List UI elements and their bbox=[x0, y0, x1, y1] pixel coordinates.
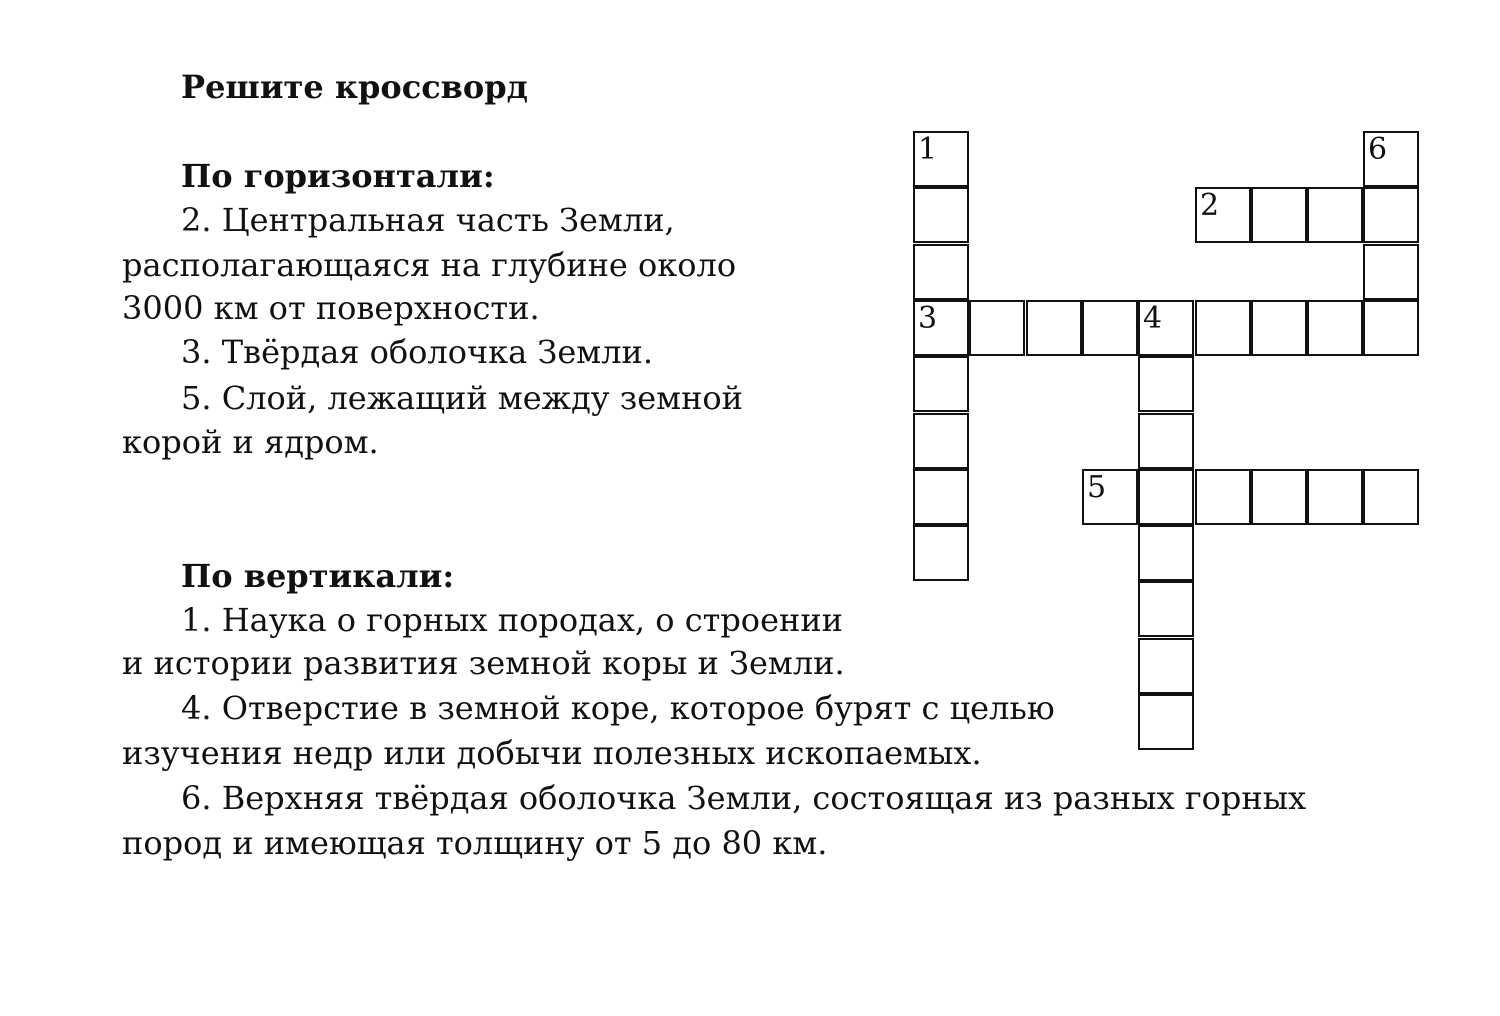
down-clue-line: 4. Отверстие в земной коре, которое бурят с целью bbox=[181, 689, 1055, 727]
crossword-cell[interactable] bbox=[913, 244, 969, 300]
across-clue-line: корой и ядром. bbox=[122, 423, 379, 461]
down-clue-line: 1. Наука о горных породах, о строении bbox=[181, 601, 843, 639]
crossword-cell[interactable] bbox=[1363, 187, 1419, 243]
crossword-cell[interactable] bbox=[1138, 525, 1194, 581]
crossword-cell[interactable] bbox=[1082, 469, 1138, 525]
across-clue-line: располагающаяся на глубине около bbox=[122, 246, 737, 284]
crossword-cell[interactable] bbox=[1307, 300, 1363, 356]
down-heading: По вертикали: bbox=[181, 557, 455, 595]
crossword-cell[interactable] bbox=[1307, 469, 1363, 525]
down-clue-line: и истории развития земной коры и Земли. bbox=[122, 644, 845, 682]
crossword-cell[interactable] bbox=[1138, 638, 1194, 694]
clue-number: 6 bbox=[1368, 132, 1388, 167]
clue-number: 1 bbox=[918, 132, 938, 167]
crossword-cell[interactable] bbox=[1138, 469, 1194, 525]
crossword-cell[interactable] bbox=[1195, 469, 1251, 525]
down-clue-line: пород и имеющая толщину от 5 до 80 км. bbox=[122, 824, 828, 862]
crossword-cell[interactable] bbox=[913, 356, 969, 412]
clue-number: 5 bbox=[1087, 470, 1107, 505]
crossword-cell[interactable] bbox=[1138, 413, 1194, 469]
crossword-cell[interactable] bbox=[1138, 300, 1194, 356]
crossword-cell[interactable] bbox=[1195, 187, 1251, 243]
crossword-cell[interactable] bbox=[1138, 356, 1194, 412]
across-clue-line: 3000 км от поверхности. bbox=[122, 289, 540, 327]
crossword-cell[interactable] bbox=[1251, 469, 1307, 525]
clue-number: 2 bbox=[1200, 188, 1220, 223]
across-heading: По горизонтали: bbox=[181, 157, 495, 195]
crossword-cell[interactable] bbox=[1026, 300, 1082, 356]
crossword-cell[interactable] bbox=[1251, 300, 1307, 356]
crossword-cell[interactable] bbox=[1363, 131, 1419, 187]
crossword-cell[interactable] bbox=[913, 300, 969, 356]
across-clue-line: 5. Слой, лежащий между земной bbox=[181, 379, 743, 417]
crossword-cell[interactable] bbox=[1251, 187, 1307, 243]
crossword-cell[interactable] bbox=[1307, 187, 1363, 243]
crossword-cell[interactable] bbox=[969, 300, 1025, 356]
crossword-cell[interactable] bbox=[1138, 581, 1194, 637]
page-title: Решите кроссворд bbox=[181, 68, 528, 106]
crossword-cell[interactable] bbox=[913, 413, 969, 469]
crossword-cell[interactable] bbox=[913, 131, 969, 187]
across-clue-line: 2. Центральная часть Земли, bbox=[181, 201, 675, 239]
crossword-cell[interactable] bbox=[1363, 244, 1419, 300]
down-clue-line: изучения недр или добычи полезных ископаемых. bbox=[122, 734, 982, 772]
crossword-cell[interactable] bbox=[913, 187, 969, 243]
down-clue-line: 6. Верхняя твёрдая оболочка Земли, состоящая из разных горных bbox=[181, 779, 1307, 817]
crossword-cell[interactable] bbox=[1363, 469, 1419, 525]
clue-number: 4 bbox=[1143, 301, 1163, 336]
crossword-cell[interactable] bbox=[913, 469, 969, 525]
crossword-cell[interactable] bbox=[1082, 300, 1138, 356]
crossword-cell[interactable] bbox=[1138, 694, 1194, 750]
crossword-cell[interactable] bbox=[913, 525, 969, 581]
crossword-cell[interactable] bbox=[1363, 300, 1419, 356]
clue-number: 3 bbox=[918, 301, 938, 336]
crossword-cell[interactable] bbox=[1195, 300, 1251, 356]
across-clue-line: 3. Твёрдая оболочка Земли. bbox=[181, 333, 654, 371]
